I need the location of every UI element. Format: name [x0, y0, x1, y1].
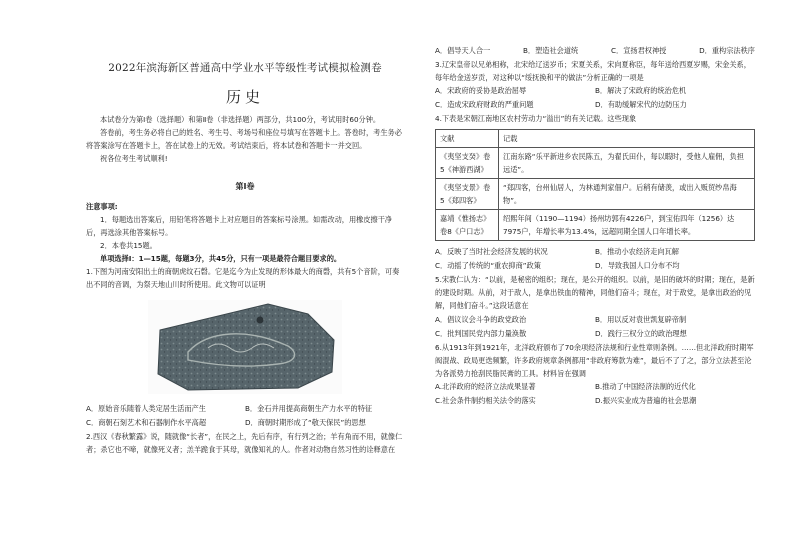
question-2-stem: 2.西汉《春秋繁露》说，随就像“长者”，在民之上，先后有序，有行列之治；羊有角而不用，就像仁者；杀它也不啼，就像死义者；羔羊跪食于其母，就像知礼的人。作者对动物自然习性的诠释意在	[86, 431, 403, 454]
instructions-paragraph-3: 祝各位考生考试顺利!	[100, 153, 168, 163]
table-header-source: 文献	[436, 130, 499, 148]
question-4-stem: 4.下表是宋朝江南地区农村劳动力“溢出”的有关记载。这些现象	[435, 114, 637, 124]
q4-option-d[interactable]: D．导致我国人口分布不均	[595, 261, 680, 271]
q4-option-c[interactable]: C．动摇了传统的“重农抑商”政策	[435, 261, 541, 271]
question-5-stem: 5.宋教仁认为：“以前，是秘密的组织；现在，是公开的组织。以前，是旧的破坏的时期；现在，是新的建设时期。从前，对于敌人，是拿出铁血的精神，同他们奋斗；现在，对于敌党，是拿出政治的见解，同他们奋斗。”这段话意在	[435, 275, 755, 311]
note-1: 1．每题选出答案后，用铅笔将答题卡上对应题目的答案标号涂黑。如需改动，用橡皮擦干净后，再选涂其他答案标号。	[86, 214, 393, 238]
q6-option-c[interactable]: C.社会条件制约相关法令的落实	[435, 395, 536, 405]
q1-option-d[interactable]: D．商朝时期形成了“敬天保民”的思想	[245, 417, 366, 427]
q6-option-b[interactable]: B.推动了中国经济法制的近代化	[595, 381, 696, 391]
right-column	[435, 44, 755, 408]
q6-option-d[interactable]: D.振兴实业成为普遍的社会思潮	[595, 395, 697, 405]
section-title: 第Ⅰ卷	[235, 181, 255, 191]
question-3-stem: 3.辽宋皇帝以兄弟相称，北宋给辽送岁币；宋夏关系，宋向夏称臣，每年送给西夏岁赐，宋金关系，每年给金送岁贡，对这种以“绥抚换和平的做法”分析正确的一项是	[435, 60, 751, 83]
question-1-options	[86, 402, 404, 430]
q5-option-a[interactable]: A．倡议议会斗争的政党政治	[435, 314, 527, 324]
q2-option-a[interactable]: A．倡导天人合一	[435, 46, 491, 55]
question-1-stem: 1.下图为河南安阳出土的商朝虎纹石磬。它是迄今为止发现的形体最大的商磬，共有5个音阶，可奏出不同的音调，为祭天地山川时所使用。此文物可以证明	[86, 267, 400, 290]
q4-option-a[interactable]: A．反映了当时社会经济发展的状况	[435, 247, 548, 257]
q5-option-d[interactable]: D．践行三权分立的政治理想	[595, 328, 687, 338]
table-cell-source: 《夷坚支景》卷5《郑四客》	[436, 179, 499, 210]
q2-option-b[interactable]: B．塑造社会道统	[523, 46, 579, 55]
q5-option-b[interactable]: B．用以反对袁世凯复辟帝制	[595, 314, 687, 324]
note-2: 2．本卷共15题。	[100, 241, 157, 251]
q1-option-a[interactable]: A．原始音乐随着人类定居生活而产生	[86, 403, 206, 413]
q2-option-c[interactable]: C．宣扬君权神授	[611, 46, 667, 55]
question-6-options	[435, 380, 755, 408]
question-3-options	[435, 84, 755, 112]
exam-title: 2022年滨海新区普通高中学业水平等级性考试模拟检测卷	[108, 62, 382, 74]
left-column	[86, 44, 404, 456]
q1-option-b[interactable]: B．金石并用提高商朝生产力水平的特征	[245, 403, 373, 413]
table-header-record: 记载	[499, 130, 755, 148]
q6-option-a[interactable]: A.北洋政府的经济立法成果显著	[435, 381, 536, 391]
table-header-row	[436, 130, 755, 148]
stone-chime-image	[148, 300, 342, 394]
subject-title: 历史	[225, 87, 264, 106]
question-4-table	[435, 129, 755, 241]
q3-option-c[interactable]: C．造成宋政府财政的严重问题	[435, 100, 534, 110]
question-6-stem: 6.从1913年到1921年，北洋政府颁布了70余项经济法规和行业性章则条例。……但北洋政府时期军阀混战、政局更迭频繁，许多政府规章条例都用“非政府筹款为难”，最后不了了之，部分立法甚至沦为各派势力抢刮民脂民膏的工具。材料旨在强调	[435, 342, 754, 378]
q3-option-d[interactable]: D．有助缓解宋代的边防压力	[595, 100, 687, 110]
instructions-paragraph-2: 答卷前，考生务必将自己的姓名、考生号、考场号和座位号填写在答题卡上。答卷时，考生务必将答案涂写在答题卡上，答在试卷上的无效。考试结束后，将本试卷和答题卡一并交回。	[86, 127, 402, 150]
q5-option-c[interactable]: C．批判国民党内部力量涣散	[435, 328, 527, 338]
table-row	[436, 148, 755, 179]
question-4-options	[435, 245, 755, 273]
table-cell-source: 《夷坚支癸》卷5《神游西湖》	[436, 148, 499, 179]
choice-rule: 单项选择Ⅰ：1—15题，每题3分，共45分，只有一项是最符合题目要求的。	[100, 254, 342, 264]
q3-option-a[interactable]: A．宋政府的妥协是政治屈辱	[435, 86, 527, 96]
notes-title: 注意事项:	[86, 201, 118, 211]
q2-option-d[interactable]: D．重构宗法秩序	[699, 46, 755, 55]
question-2-options	[435, 44, 755, 58]
table-cell-record: 绍熙年间（1190—1194）扬州坊郭有4226户，到宝佑四年（1256）达7975户，年增长率为13.4%，远超同期全国人口年增长率。	[499, 210, 755, 241]
q1-option-c[interactable]: C．商朝石刻艺术和石器制作水平高超	[86, 417, 207, 427]
table-cell-record: 江南东路“乐平新进乡农民陈五，为翟氏田仆，每以暇时，受他人雇佣，负担远适”。	[499, 148, 755, 179]
table-cell-source: 嘉靖《惟扬志》卷8《户口志》	[436, 210, 499, 241]
instructions-paragraph-1: 本试卷分为第Ⅰ卷（选择题）和第Ⅱ卷（非选择题）两部分，共100分，考试用时60分钟。	[100, 114, 381, 124]
table-row	[436, 179, 755, 210]
table-row	[436, 210, 755, 241]
question-5-options	[435, 313, 755, 341]
table-cell-record: “郑四客，台州仙居人，为林通判家佃户。后稍有储羡，或出入贩贸纱帛海物”。	[499, 179, 755, 210]
q4-option-b[interactable]: B．推动小农经济走向瓦解	[595, 247, 679, 257]
q3-option-b[interactable]: B．解决了宋政府的统治危机	[595, 86, 687, 96]
